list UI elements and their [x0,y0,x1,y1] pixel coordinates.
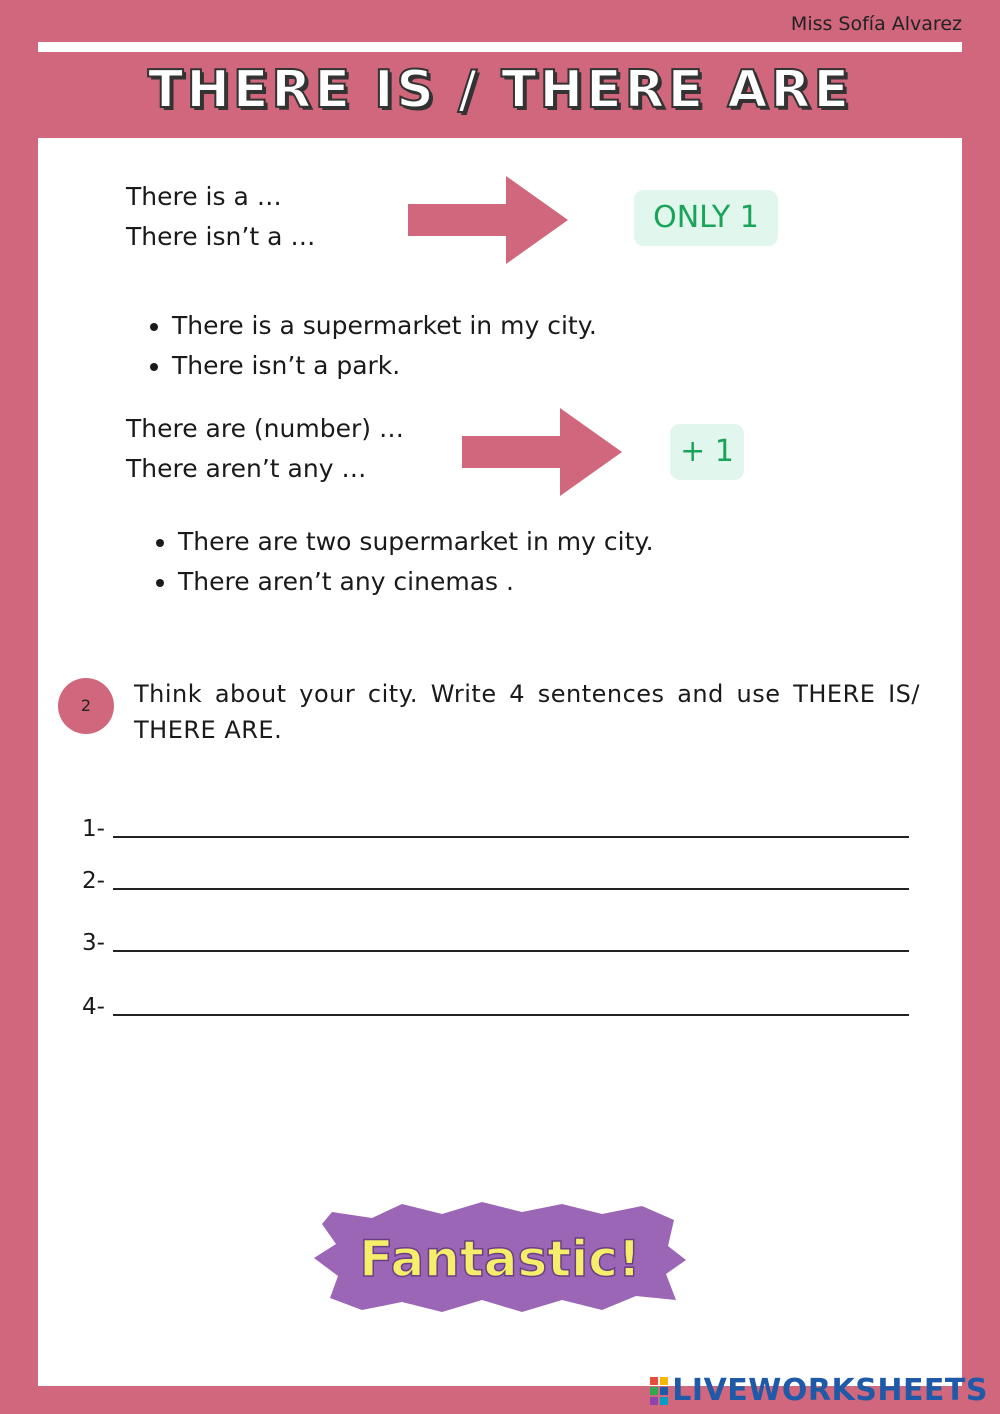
arrow-right-icon [462,408,624,496]
rule-there-is: There is a … [126,182,282,211]
fantastic-sticker [312,1200,688,1314]
list-item: • There is a supermarket in my city. [172,306,597,346]
answer-blank[interactable] [113,949,909,952]
page-title: THERE IS / THERE ARE [147,60,853,120]
brand-text: LIVEWORKSHEETS [672,1373,988,1408]
answer-label: 2- [82,868,105,894]
badge-only-one: ONLY 1 [634,190,778,246]
rule-there-are: There are (number) … [126,414,404,443]
list-item: • There isn’t a park. [172,346,597,386]
list-item: • There aren’t any cinemas . [178,562,654,602]
liveworksheets-logo-icon [650,1377,668,1405]
answer-line-3[interactable] [82,930,909,956]
badge-plus-one: + 1 [670,424,744,480]
author-name: Miss Sofía Alvarez [790,13,962,35]
exercise-number-badge: 2 [58,678,114,734]
plural-examples [152,522,654,602]
liveworksheets-brand[interactable] [650,1373,988,1408]
rule-there-isnt: There isn’t a … [126,222,316,251]
answer-blank[interactable] [113,1013,909,1016]
answer-label: 3- [82,930,105,956]
answer-line-2[interactable] [82,868,909,894]
answer-blank[interactable] [113,887,909,890]
singular-examples [146,306,597,386]
answer-label: 4- [82,994,105,1020]
answer-blank[interactable] [113,835,909,838]
sticker-text: Fantastic! [359,1230,641,1288]
exercise-instruction: Think about your city. Write 4 sentences and use THERE IS/ THERE ARE. [134,680,920,744]
answer-line-1[interactable] [82,816,909,842]
answer-label: 1- [82,816,105,842]
header-divider [38,42,962,52]
list-item: • There are two supermarket in my city. [178,522,654,562]
arrow-right-icon [408,176,570,264]
answer-line-4[interactable] [82,994,909,1020]
rule-there-arent: There aren’t any … [126,454,367,483]
